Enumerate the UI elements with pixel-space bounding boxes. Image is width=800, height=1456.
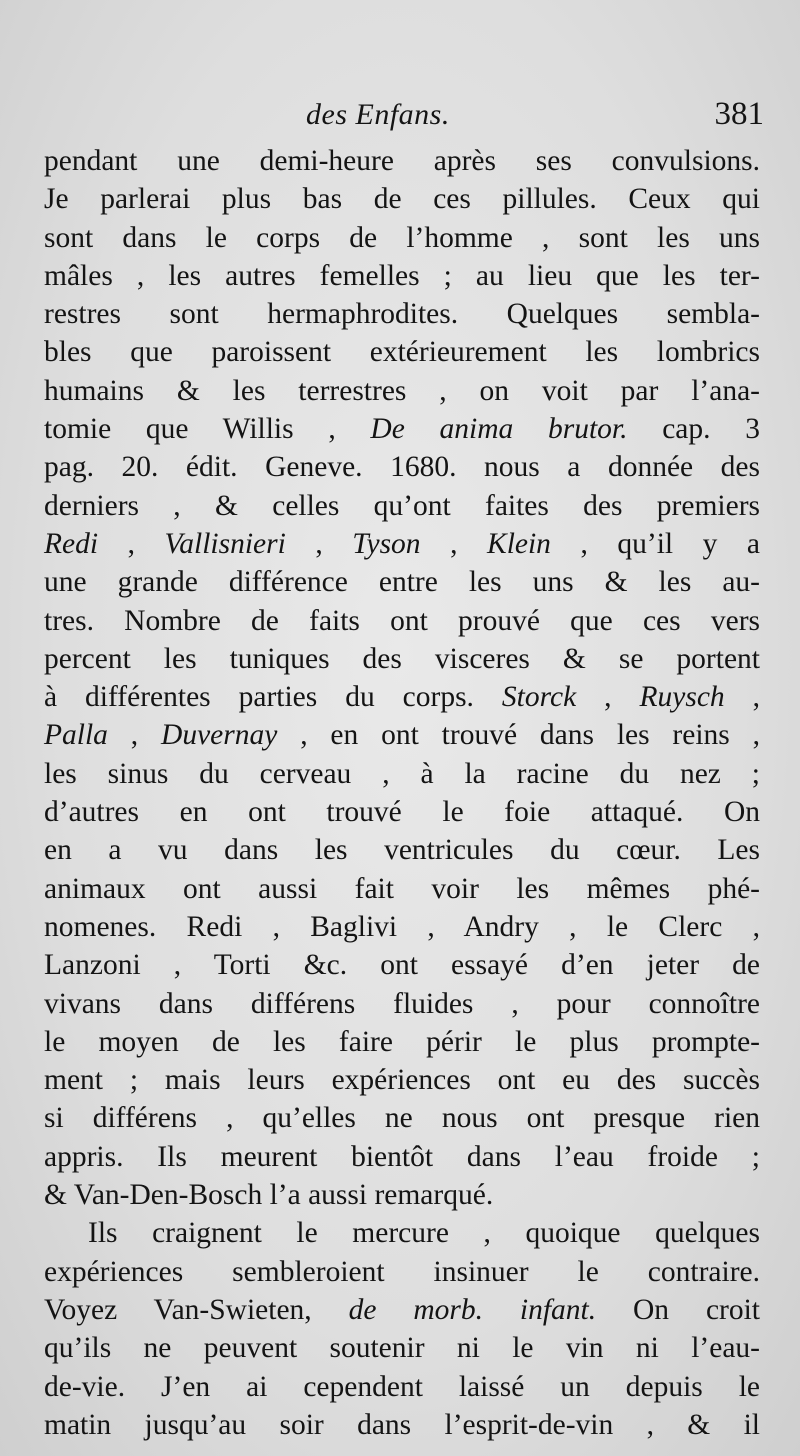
text-line — [44, 1214, 760, 1252]
text-segment: , qu’il y a — [550, 527, 761, 560]
text-line — [44, 180, 760, 218]
text-line — [44, 1023, 760, 1061]
text-segment: tres. Nombre de faits ont prouvé que ces vers — [44, 604, 760, 637]
text-segment: restres sont hermaphrodites. Quelques sembla- — [44, 298, 760, 331]
text-segment: une grande différence entre les uns & les au- — [44, 566, 760, 599]
running-title: des Enfans. — [306, 98, 450, 131]
italic-text: Vallisnieri — [164, 527, 286, 560]
italic-text: Ruysch — [639, 681, 725, 714]
text-line — [44, 1329, 760, 1367]
italic-text: Palla — [44, 719, 108, 752]
text-segment: , en ont trouvé dans les reins , — [277, 719, 761, 752]
text-line — [44, 257, 760, 295]
text-line — [44, 1406, 760, 1444]
text-line — [44, 946, 760, 984]
text-line — [44, 755, 760, 793]
italic-text: Duvernay — [161, 719, 278, 752]
text-segment: Lanzoni , Torti &c. ont essayé d’en jeter de — [44, 949, 760, 982]
text-line — [44, 678, 760, 716]
text-segment: pag. 20. édit. Geneve. 1680. nous a donnée des — [44, 451, 760, 484]
text-segment: matin jusqu’au soir dans l’esprit-de-vin , & il — [44, 1408, 760, 1441]
text-line — [44, 1061, 760, 1099]
page-number: 381 — [714, 96, 764, 132]
text-segment: de-vie. J’en ai cependent laissé un depuis le — [44, 1370, 760, 1403]
text-segment: , — [724, 681, 761, 714]
text-segment: le moyen de les faire périr le plus prompte- — [44, 1025, 760, 1058]
text-segment: Je parlerai plus bas de ces pillules. Ceux qui — [44, 183, 760, 216]
text-line — [44, 525, 760, 563]
text-segment: derniers , & celles qu’ont faites des premiers — [44, 489, 760, 522]
text-line — [44, 333, 760, 371]
text-segment: nomenes. Redi , Baglivi , Andry , le Clerc , — [44, 910, 760, 943]
text-segment: sont dans le corps de l’homme , sont les uns — [44, 221, 760, 254]
text-segment: vivans dans différens fluides , pour connoître — [44, 987, 760, 1020]
text-line — [44, 410, 760, 448]
text-segment: On croit — [596, 1293, 760, 1326]
text-segment: cap. 3 — [627, 413, 760, 446]
text-line — [44, 142, 760, 180]
text-segment: Voyez Van-Swieten, — [44, 1293, 349, 1326]
text-segment: à différentes parties du corps. — [44, 681, 502, 714]
text-segment: Ils craignent le mercure , quoique quelques — [88, 1217, 760, 1250]
text-line — [44, 219, 760, 257]
text-line — [44, 487, 760, 525]
text-line — [44, 1138, 760, 1176]
text-segment: tomie que Willis , — [44, 413, 371, 446]
text-segment: d’autres en ont trouvé le foie attaqué. On — [44, 796, 760, 829]
text-segment: , — [285, 527, 353, 560]
text-segment: percent les tuniques des visceres & se portent — [44, 642, 760, 675]
text-line — [44, 372, 760, 410]
text-line — [44, 985, 760, 1023]
text-segment: qu’ils ne peuvent soutenir ni le vin ni l’eau- — [44, 1332, 760, 1365]
italic-text: Tyson — [352, 527, 421, 560]
text-line — [44, 1291, 760, 1329]
text-segment: animaux ont aussi fait voir les mêmes phé- — [44, 872, 760, 905]
text-segment: si différens , qu’elles ne nous ont presque rien — [44, 1102, 760, 1135]
text-segment: mâles , les autres femelles ; au lieu que les ter- — [44, 259, 760, 292]
italic-text: Klein — [487, 527, 551, 560]
body-text — [44, 142, 760, 1444]
text-line — [44, 1253, 760, 1291]
text-line — [44, 793, 760, 831]
text-line — [44, 448, 760, 486]
text-line — [44, 563, 760, 601]
text-line — [44, 1176, 760, 1214]
text-segment: en a vu dans les ventricules du cœur. Les — [44, 834, 760, 867]
text-line — [44, 640, 760, 678]
text-segment: pendant une demi-heure après ses convulsions. — [44, 145, 760, 177]
text-segment: humains & les terrestres , on voit par l’ana- — [44, 374, 760, 407]
text-segment: , — [420, 527, 488, 560]
text-segment: expériences sembleroient insinuer le contraire. — [44, 1255, 760, 1288]
text-line — [44, 1368, 760, 1406]
text-line — [44, 295, 760, 333]
italic-text: Storck — [501, 681, 577, 714]
text-line — [44, 1099, 760, 1137]
text-segment: , — [576, 681, 640, 714]
text-line — [44, 831, 760, 869]
text-line — [44, 716, 760, 754]
italic-text: de morb. infant. — [348, 1293, 597, 1326]
text-segment: ment ; mais leurs expériences ont eu des succès — [44, 1064, 760, 1097]
page-header — [0, 92, 800, 142]
text-segment: & Van-Den-Bosch l’a aussi remarqué. — [44, 1179, 494, 1212]
text-line — [44, 602, 760, 640]
text-line — [44, 908, 760, 946]
text-segment: appris. Ils meurent bientôt dans l’eau froide ; — [44, 1140, 760, 1173]
text-line — [44, 870, 760, 908]
text-segment: , — [98, 527, 165, 560]
text-segment: , — [107, 719, 162, 752]
text-segment: les sinus du cerveau , à la racine du nez ; — [44, 757, 760, 790]
italic-text: De anima brutor. — [370, 413, 628, 446]
text-segment: bles que paroissent extérieurement les lombrics — [44, 336, 760, 369]
italic-text: Redi — [44, 527, 99, 560]
